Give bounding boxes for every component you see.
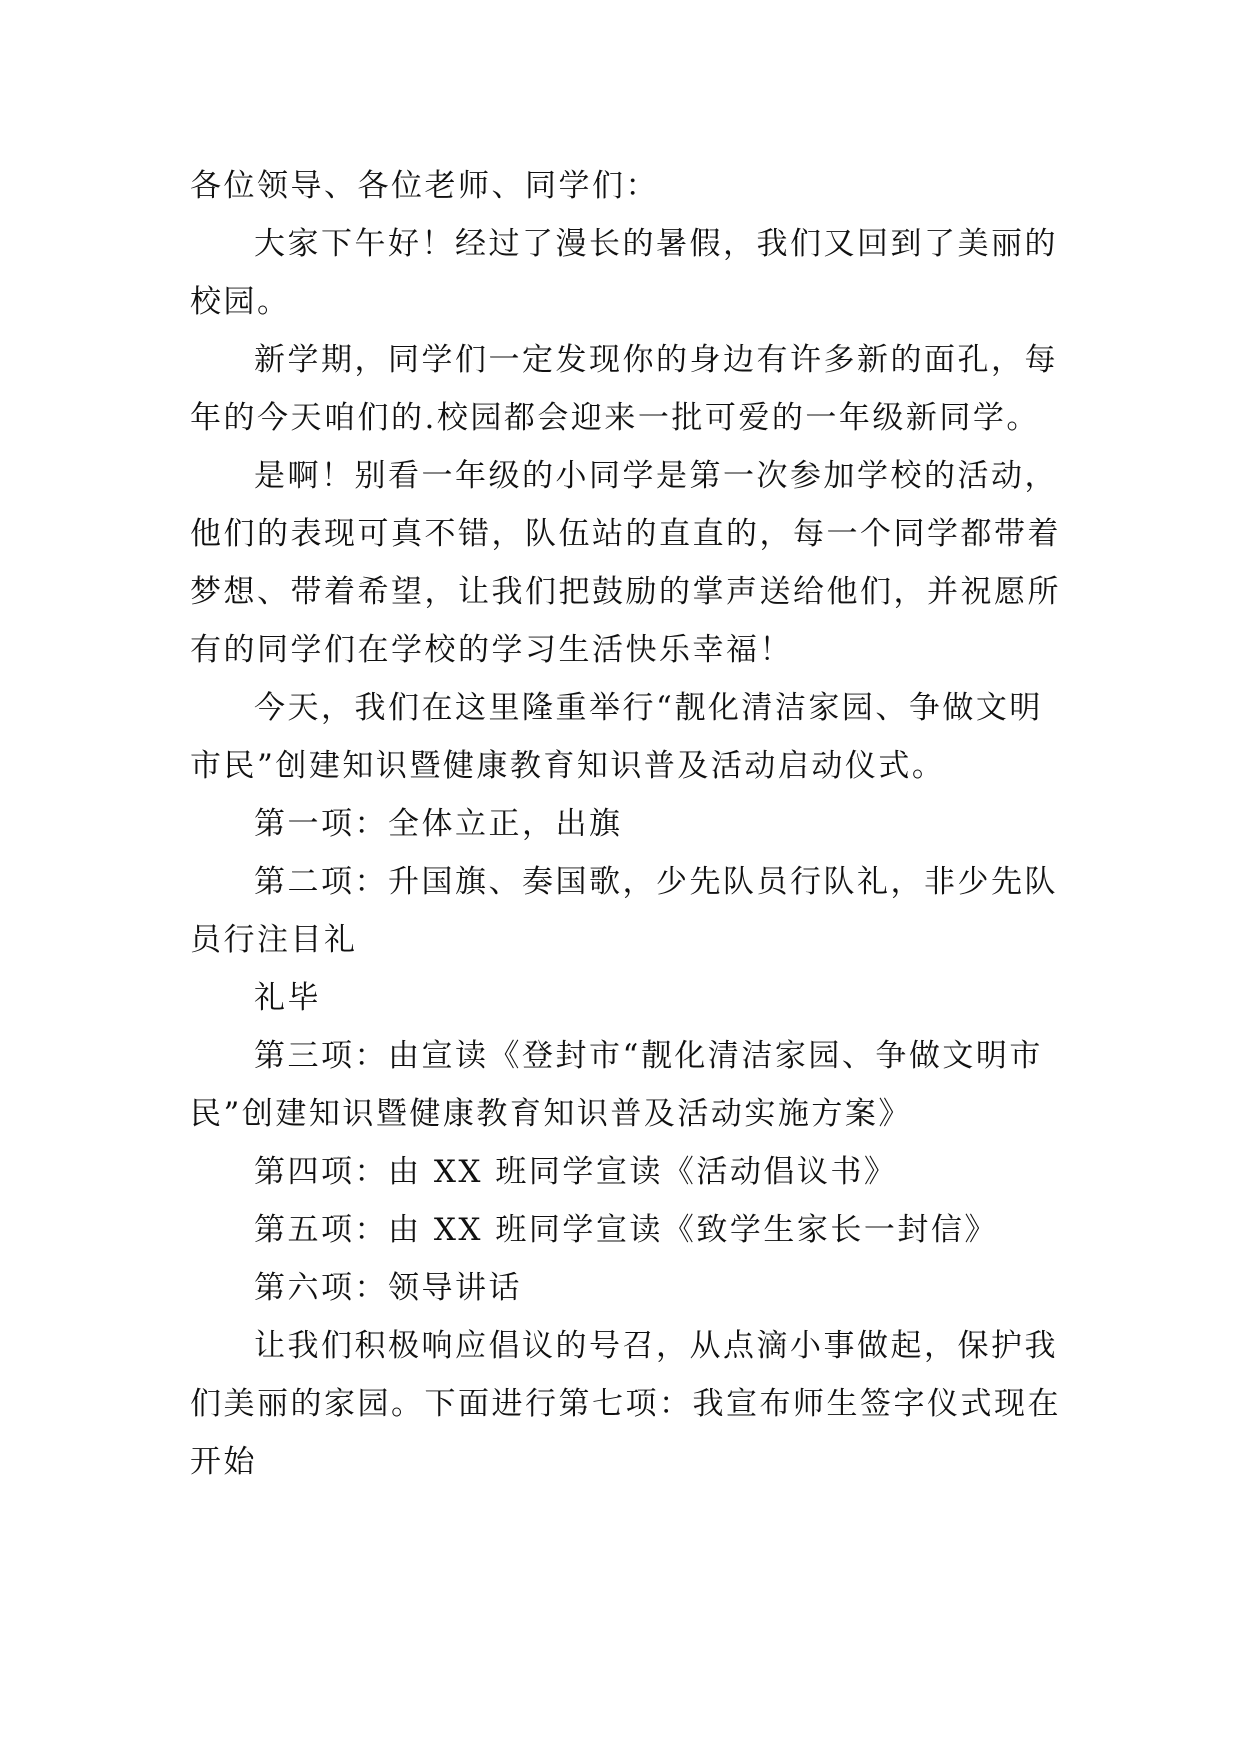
- text-line-19: 第五项：由 XX 班同学宣读《致学生家长一封信》: [254, 1212, 998, 1248]
- document-body: [190, 157, 1061, 1491]
- text-line-15: 礼毕: [254, 980, 321, 1016]
- text-line-3: 校园。: [190, 284, 291, 320]
- text-line-23: 开始: [190, 1444, 257, 1480]
- text-line-13: 第二项：升国旗、奏国歌，少先队员行队礼，非少先队: [254, 864, 1058, 900]
- text-line-18: 第四项：由 XX 班同学宣读《活动倡议书》: [254, 1154, 898, 1190]
- text-line-17: 民”创建知识暨健康教育知识普及活动实施方案》: [190, 1096, 912, 1132]
- text-line-7: 他们的表现可真不错，队伍站的直直的，每一个同学都带着: [190, 516, 1061, 552]
- text-line-2: 大家下午好！经过了漫长的暑假，我们又回到了美丽的: [254, 226, 1058, 262]
- text-line-11: 市民”创建知识暨健康教育知识普及活动启动仪式。: [190, 748, 946, 784]
- text-line-4: 新学期，同学们一定发现你的身边有许多新的面孔，每: [254, 342, 1058, 378]
- text-line-10: 今天，我们在这里隆重举行“靓化清洁家园、争做文明: [254, 690, 1043, 726]
- text-line-1: 各位领导、各位老师、同学们：: [190, 168, 659, 204]
- text-line-6: 是啊！别看一年级的小同学是第一次参加学校的活动，: [254, 458, 1058, 494]
- text-line-22: 们美丽的家园。下面进行第七项：我宣布师生签字仪式现在: [190, 1386, 1061, 1422]
- text-line-21: 让我们积极响应倡议的号召，从点滴小事做起，保护我: [254, 1328, 1058, 1364]
- text-line-14: 员行注目礼: [190, 922, 358, 958]
- text-line-12: 第一项：全体立正，出旗: [254, 806, 623, 842]
- text-line-9: 有的同学们在学校的学习生活快乐幸福！: [190, 632, 793, 668]
- text-line-5: 年的今天咱们的.校园都会迎来一批可爱的一年级新同学。: [190, 400, 1040, 436]
- text-line-8: 梦想、带着希望，让我们把鼓励的掌声送给他们，并祝愿所: [190, 574, 1061, 610]
- text-line-16: 第三项：由宣读《登封市“靓化清洁家园、争做文明市: [254, 1038, 1043, 1074]
- text-line-20: 第六项：领导讲话: [254, 1270, 522, 1306]
